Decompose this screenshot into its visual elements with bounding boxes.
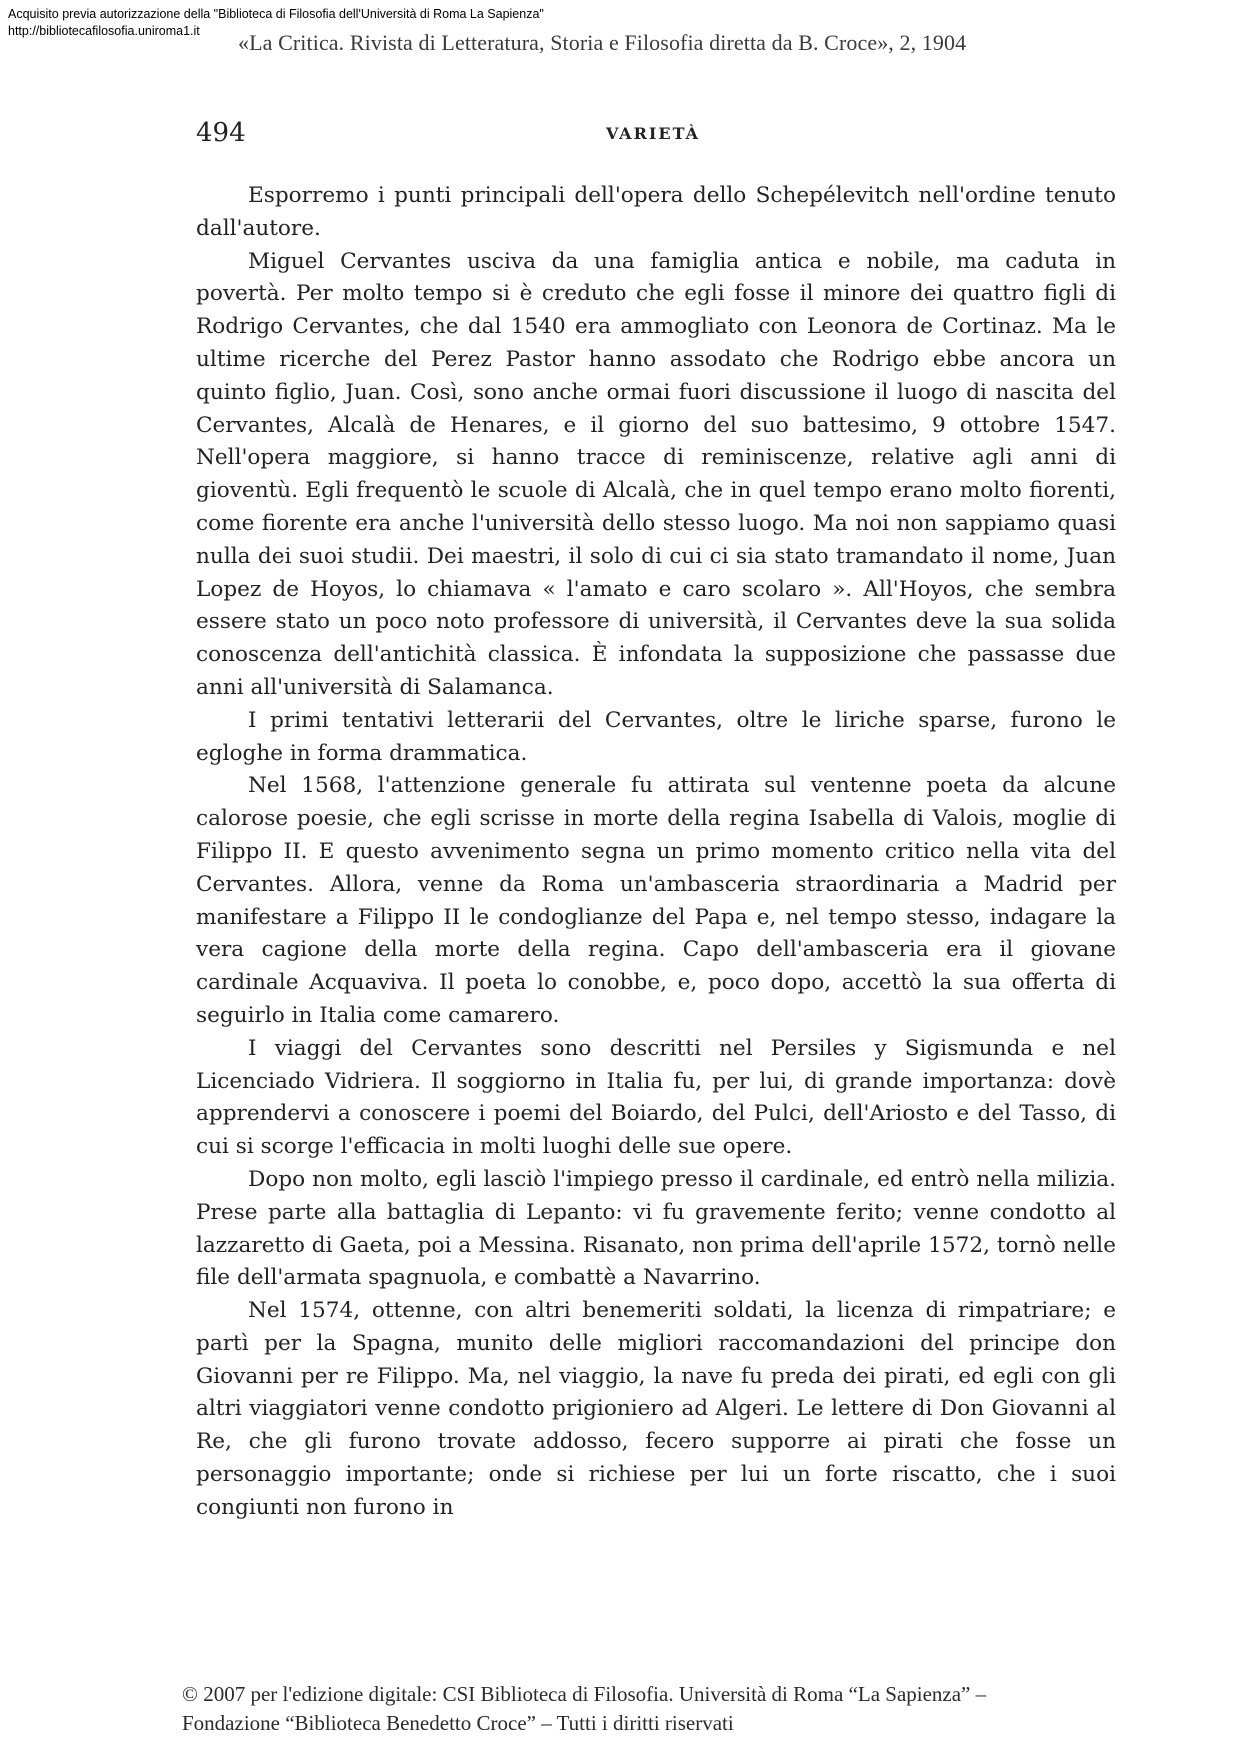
copyright-footer (182, 1680, 986, 1738)
paragraph: I viaggi del Cervantes sono descritti nel Persiles y Sigismunda e nel Licenciado Vidriera. Il soggiorno in Italia fu, per lui, di grande importanza: dovè apprendervi a conoscere i poemi del Boiardo, del Pulci, dell'Ariosto e del Tasso, di cui si scorge l'efficacia in molti luoghi delle sue opere. (196, 1035, 1116, 1160)
running-head (196, 118, 1116, 158)
acquisition-note: Acquisito previa autorizzazione della "Biblioteca di Filosofia dell'Università di Roma La Sapienza" (8, 7, 544, 21)
scanned-page (196, 118, 1116, 1525)
library-url[interactable]: http://bibliotecafilosofia.uniroma1.it (8, 24, 200, 38)
page-number: 494 (196, 118, 246, 148)
paragraph: Miguel Cervantes usciva da una famiglia antica e nobile, ma caduta in povertà. Per molto tempo si è creduto che egli fosse il minore dei quattro figli di Rodrigo Cervantes, che dal 1540 era ammogliato con Leonora de Cortinaz. Ma le ultime ricerche del Perez Pastor hanno assodato che Rodrigo ebbe ancora un quinto figlio, Juan. Così, sono anche ormai fuori discussione il luogo di nascita del Cervantes, Alcalà de Henares, e il giorno del suo battesimo, 9 ottobre 1547. Nell'opera maggiore, si hanno tracce di reminiscenze, relative agli anni di gioventù. Egli frequentò le scuole di Alcalà, che in quel tempo erano molto fiorenti, come fiorente era anche l'università dello stesso luogo. Ma noi non sappiamo quasi nulla dei suoi studii. Dei maestri, il solo di cui ci sia stato tramandato il nome, Juan Lopez de Hoyos, lo chiamava « l'amato e caro scolaro ». All'Hoyos, che sembra essere stato un poco noto professore di università, il Cervantes deve la sua solida conoscenza dell'antichità classica. È infondata la supposizione che passasse due anni all'università di Salamanca. (196, 248, 1116, 700)
paragraph: Nel 1574, ottenne, con altri benemeriti soldati, la licenza di rimpatriare; e partì per la Spagna, munito delle migliori raccomandazioni del principe don Giovanni per re Filippo. Ma, nel viaggio, la nave fu preda dei pirati, ed egli con gli altri viaggiatori venne condotto prigioniero ad Algeri. Le lettere di Don Giovanni al Re, che gli furono trovate addosso, fecero supporre ai pirati che fosse un personaggio importante; onde si richiese per lui un forte riscatto, che i suoi congiunti non furono in (196, 1298, 1116, 1520)
copyright-line-2: Fondazione “Biblioteca Benedetto Croce” – Tutti i diritti riservati (182, 1711, 734, 1735)
paragraph: I primi tentativi letterarii del Cervantes, oltre le liriche sparse, furono le egloghe in forma drammatica. (196, 707, 1116, 766)
copyright-line-1: © 2007 per l'edizione digitale: CSI Biblioteca di Filosofia. Università di Roma “La Sapienza” – (182, 1682, 987, 1706)
paragraph: Esporremo i punti principali dell'opera dello Schepélevitch nell'ordine tenuto dall'autore. (196, 183, 1116, 241)
paragraph: Dopo non molto, egli lasciò l'impiego presso il cardinale, ed entrò nella milizia. Prese parte alla battaglia di Lepanto: vi fu gravemente ferito; venne condotto al lazzaretto di Gaeta, poi a Messina. Risanato, non prima dell'aprile 1572, tornò nelle file dell'armata spagnuola, e combattè a Navarrino. (196, 1166, 1116, 1291)
page-body (196, 180, 1116, 1525)
section-title: VARIETÀ (606, 124, 701, 143)
source-citation: «La Critica. Rivista di Letteratura, Storia e Filosofia diretta da B. Croce», 2, 1904 (238, 30, 967, 55)
paragraph: Nel 1568, l'attenzione generale fu attirata sul ventenne poeta da alcune calorose poesie, che egli scrisse in morte della regina Isabella di Valois, moglie di Filippo II. E questo avvenimento segna un primo momento critico nella vita del Cervantes. Allora, venne da Roma un'ambasceria straordinaria a Madrid per manifestare a Filippo II le condoglianze del Papa e, nel tempo stesso, indagare la vera cagione della morte della regina. Capo dell'ambasceria era il giovane cardinale Acquaviva. Il poeta lo conobbe, e, poco dopo, accettò la sua offerta di seguirlo in Italia come camarero. (196, 773, 1116, 1028)
